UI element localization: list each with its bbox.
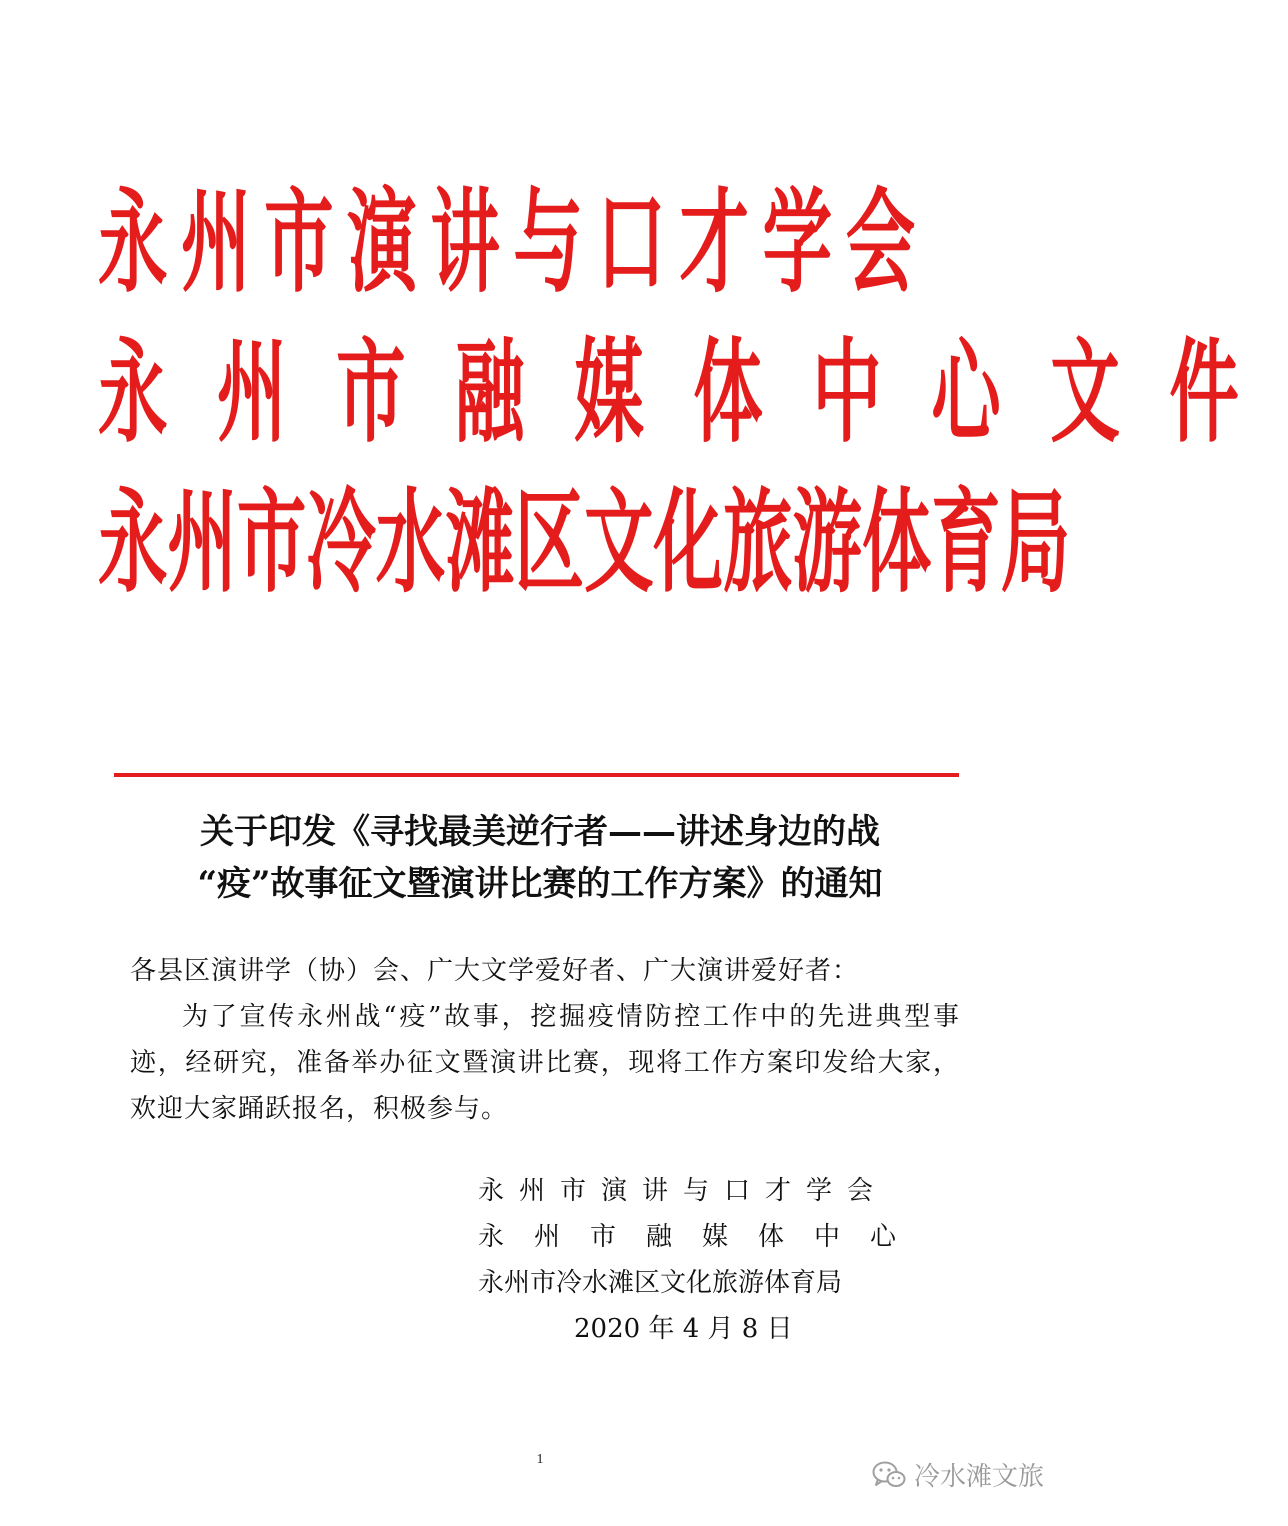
signature-org-2: 永州市融媒体中心 (478, 1222, 927, 1252)
signature-org-3: 永州市冷水滩区文化旅游体育局 (478, 1268, 843, 1298)
header-line-2: 永州市融媒体中心文件 (98, 328, 1288, 458)
signature-date: 2020 年 4 月 8 日 (574, 1314, 793, 1344)
body-paragraph: 为了宣传永州战“疫”故事，挖掘疫情防控工作中的先进典型事迹，经研究，准备举办征文暨演讲比赛，现将工作方案印发给大家，欢迎大家踊跃报名，积极参与。 (130, 1002, 960, 1124)
document-title (100, 806, 980, 910)
red-divider (114, 773, 959, 777)
red-header (98, 168, 1288, 618)
page-number: 1 (536, 1452, 544, 1467)
document-body (130, 948, 960, 1132)
header-line-3: 永州市冷水滩区文化旅游体育局 (98, 478, 1071, 608)
document-title-line-2: “疫”故事征文暨演讲比赛的工作方案》的通知 (197, 864, 883, 904)
salutation: 各县区演讲学（协）会、广大文学爱好者、广大演讲爱好者： (130, 956, 860, 986)
signature-org-1: 永州市演讲与口才学会 (478, 1176, 889, 1206)
wechat-icon (872, 1460, 906, 1490)
document-title-line-1: 关于印发《寻找最美逆行者——讲述身边的战 (200, 812, 880, 852)
signature-block (478, 1168, 927, 1352)
watermark (872, 1456, 1044, 1493)
header-line-1: 永州市演讲与口才学会 (98, 178, 929, 308)
watermark-text: 冷水滩文旅 (913, 1462, 1044, 1492)
